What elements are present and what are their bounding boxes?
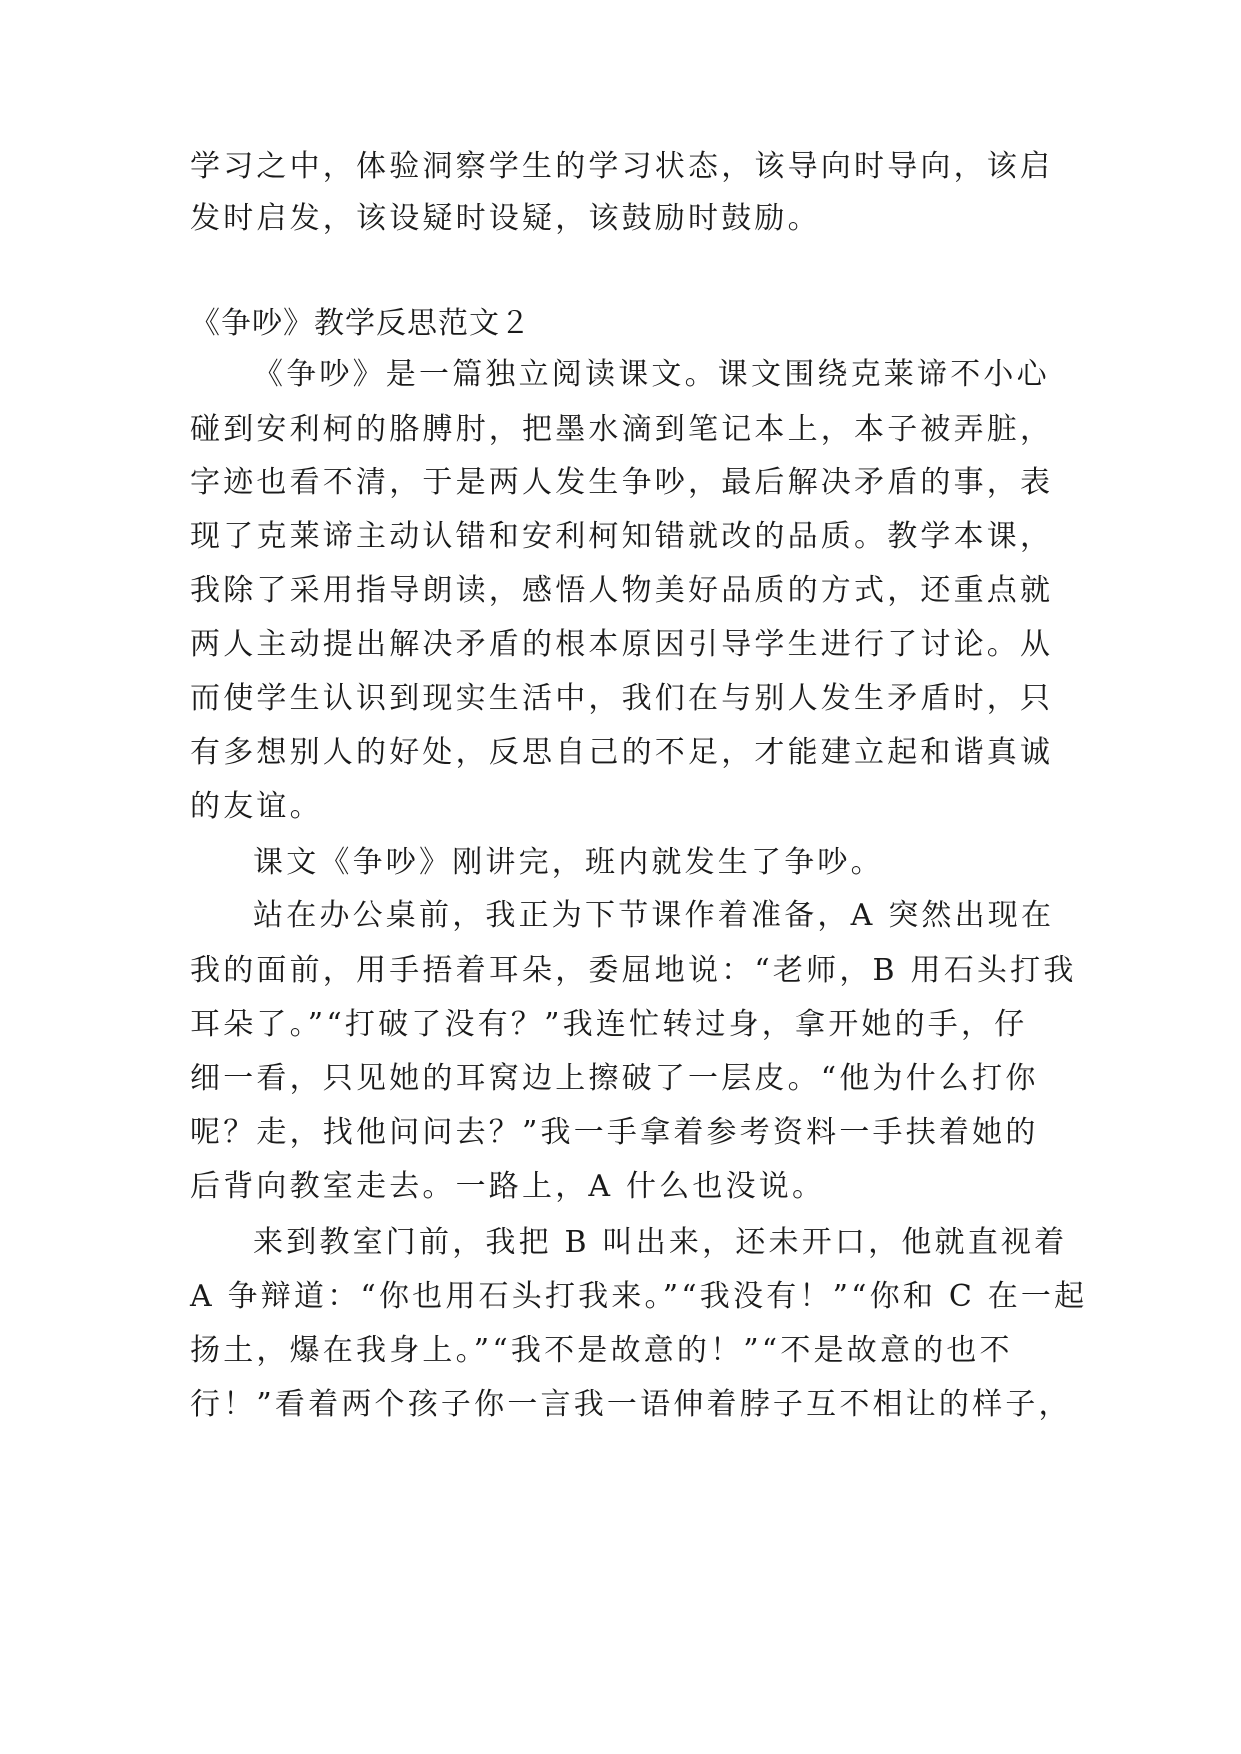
- text-line: 学习之中，体验洞察学生的学习状态，该导向时导向，该启: [190, 149, 1054, 184]
- text-line: 耳朵了。”“打破了没有？”我连忙转过身，拿开她的手，仔: [190, 1007, 1028, 1042]
- text-line: 发时启发，该设疑时设疑，该鼓励时鼓励。: [190, 201, 821, 236]
- text-line: 字迹也看不清，于是两人发生争吵，最后解决矛盾的事，表: [190, 465, 1054, 500]
- text-line: 细一看，只见她的耳窝边上擦破了一层皮。“他为什么打你: [190, 1061, 1039, 1096]
- text-line: 课文《争吵》刚讲完，班内就发生了争吵。: [253, 845, 884, 880]
- text-line: 而使学生认识到现实生活中，我们在与别人发生矛盾时，只: [190, 681, 1054, 716]
- text-line: 《争吵》是一篇独立阅读课文。课文围绕克莱谛不小心: [253, 357, 1050, 392]
- text-line: 我除了采用指导朗读，感悟人物美好品质的方式，还重点就: [190, 573, 1054, 608]
- text-line: 现了克莱谛主动认错和安利柯知错就改的品质。教学本课，: [190, 519, 1054, 554]
- text-line: 扬土，爆在我身上。”“我不是故意的！”“不是故意的也不: [190, 1333, 1013, 1368]
- text-line: 我的面前，用手捂着耳朵，委屈地说：“老师，B 用石头打我: [190, 953, 1077, 988]
- text-line: 行！”看着两个孩子你一言我一语伸着脖子互不相让的样子，: [190, 1387, 1072, 1422]
- text-line: 呢？走，找他问问去？”我一手拿着参考资料一手扶着她的: [190, 1115, 1039, 1150]
- section-title: 《争吵》教学反思范文２: [190, 306, 531, 341]
- text-line: 有多想别人的好处，反思自己的不足，才能建立起和谐真诚: [190, 735, 1054, 770]
- text-line: 的友谊。: [190, 789, 323, 824]
- text-line: A 争辩道：“你也用石头打我来。”“我没有！”“你和 C 在一起: [190, 1279, 1088, 1314]
- text-line: 碰到安利柯的胳膊肘，把墨水滴到笔记本上，本子被弄脏，: [190, 412, 1054, 447]
- text-line: 后背向教室走去。一路上，A 什么也没说。: [190, 1169, 826, 1204]
- text-line: 来到教室门前，我把 B 叫出来，还未开口，他就直视着: [253, 1225, 1068, 1260]
- text-line: 站在办公桌前，我正为下节课作着准备，A 突然出现在: [253, 898, 1055, 933]
- text-line: 两人主动提出解决矛盾的根本原因引导学生进行了讨论。从: [190, 627, 1054, 662]
